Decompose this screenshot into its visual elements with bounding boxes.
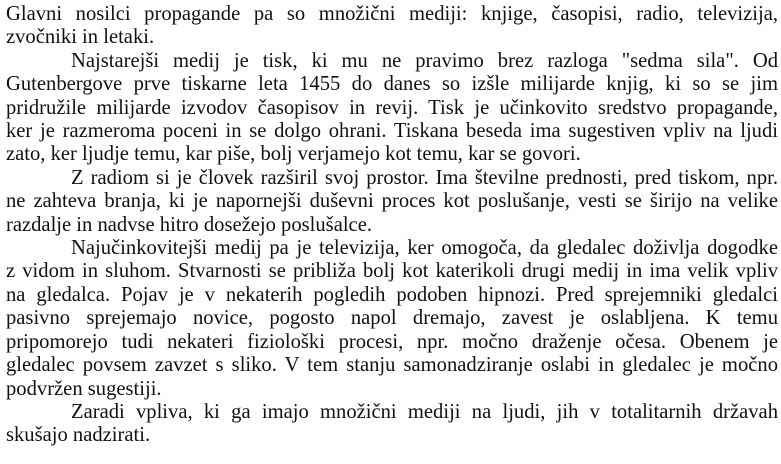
text-line: razdalje in nadvse hitro dosežejo poslušalce. xyxy=(6,213,372,236)
text-line: na gledalca. Pojav je v nekaterih pogledih podoben hipnozi. Pred sprejemniki gledalci xyxy=(6,283,778,306)
text-line: Zaradi vpliva, ki ga imajo množični mediji na ljudi, jih v totalitarnih državah xyxy=(71,400,778,423)
paragraph-television xyxy=(6,237,778,401)
text-line: zato, ker ljudje temu, kar piše, bolj verjamejo kot temu, kar se govori. xyxy=(6,143,581,166)
paragraph-mass-media xyxy=(6,3,778,50)
text-line: pridružile milijarde izvodov časopisov in revij. Tisk je učinkovito sredstvo propagande, xyxy=(6,96,778,119)
text-line: pasivno sprejemajo novice, pogosto napol dremajo, zavest je oslabljena. K temu xyxy=(6,307,778,330)
paragraph-radio xyxy=(6,167,778,237)
text-line: pripomorejo tudi nekateri fiziološki procesi, npr. močno draženje očesa. Obenem je xyxy=(6,330,778,353)
text-line: Najstarejši medij je tisk, ki mu ne pravimo brez razloga "sedma sila". Od xyxy=(71,49,778,72)
text-line: skušajo nadzirati. xyxy=(6,424,151,447)
text-line: z vidom in sluhom. Stvarnosti se približa bolj kot katerikoli drugi medij in ima velik vpliv xyxy=(6,260,778,283)
text-line: Glavni nosilci propagande pa so množični mediji: knjige, časopisi, radio, televizija, xyxy=(6,3,778,25)
text-line: ne zahteva branja, ki je napornejši duševni proces kot poslušanje, vesti se širijo na velike xyxy=(6,190,778,213)
text-line: Gutenbergove prve tiskarne leta 1455 do danes so izšle milijarde knjig, ki so se jim xyxy=(6,73,778,96)
text-line: Najučinkovitejši medij pa je televizija, ker omogoča, da gledalec doživlja dogodke xyxy=(71,237,778,260)
text-line: zvočniki in letaki. xyxy=(6,26,155,49)
text-line: ker je razmeroma poceni in se dolgo ohrani. Tiskana beseda ima sugestiven vpliv na ljudi xyxy=(6,120,778,143)
text-line: Z radiom si je človek razširil svoj prostor. Ima številne prednosti, pred tiskom, npr. xyxy=(71,166,778,189)
paragraph-control xyxy=(6,401,778,448)
text-line: podvržen sugestiji. xyxy=(6,377,162,400)
paragraph-print xyxy=(6,50,778,167)
text-line: gledalec povsem zavzet s sliko. V tem stanju samonadziranje oslabi in gledalec je močno xyxy=(6,354,778,377)
